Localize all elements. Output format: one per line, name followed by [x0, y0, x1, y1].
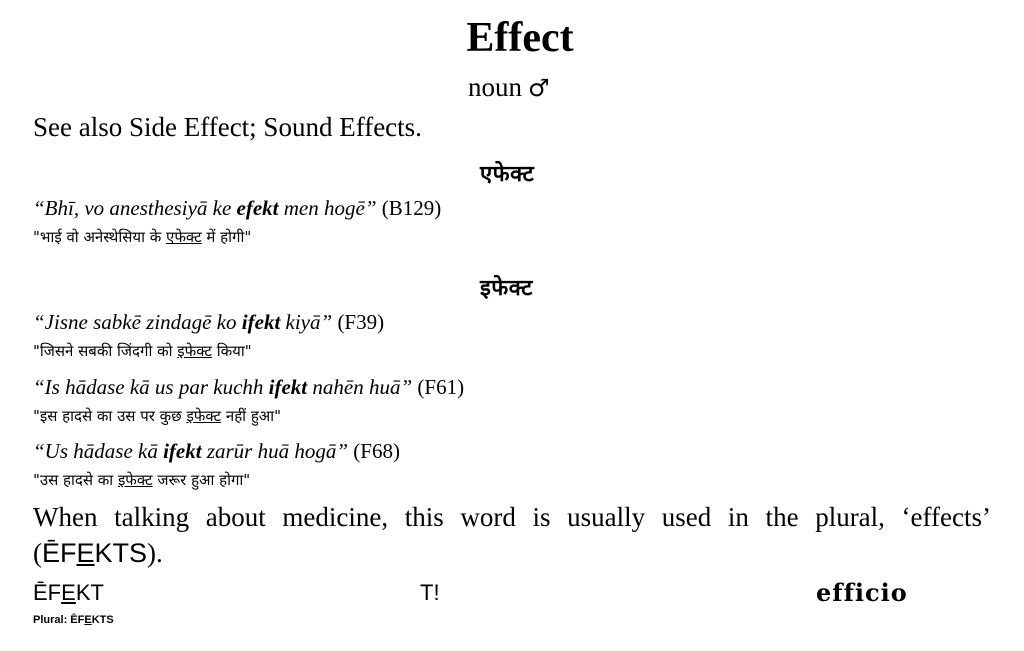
- quote-keyword: efekt: [236, 196, 279, 220]
- devanagari-text: "इस हादसे का उस पर कुछ: [33, 407, 187, 425]
- alt-form: T!: [420, 580, 440, 605]
- phonetic-stress: E: [76, 538, 95, 568]
- headword: Effect: [466, 15, 574, 61]
- example-quote-1: [33, 196, 441, 221]
- devanagari-keyword: इफेक्ट: [117, 471, 153, 489]
- quote-text: “Bhī, vo anesthesiyā ke: [33, 196, 237, 220]
- example-devanagari-4: [33, 470, 250, 490]
- usage-note-phonetic: [42, 538, 147, 568]
- phonetic-part: KTS: [91, 614, 114, 626]
- devanagari-text: "भाई वो अनेस्थेसिया के: [33, 228, 167, 246]
- devanagari-keyword: इफेक्ट: [177, 342, 212, 360]
- example-quote-2: [33, 310, 384, 335]
- quote-reference: (F61): [412, 375, 465, 399]
- usage-note-text: When talking about medicine, this word is usually used in the plural, ‘effects’ (: [33, 502, 991, 568]
- devanagari-text: किया": [211, 342, 252, 360]
- example-devanagari-1: [33, 227, 251, 247]
- devanagari-text: नहीं हुआ": [221, 407, 282, 425]
- quote-text: nahēn huā”: [307, 375, 413, 399]
- quote-keyword: ifekt: [241, 310, 281, 334]
- quote-text: zarūr huā hogā”: [201, 439, 349, 463]
- phonetic-part: ĒF: [33, 580, 62, 605]
- quote-reference: (F39): [332, 310, 385, 334]
- quote-reference: (B129): [376, 196, 442, 220]
- phonetic-form: [33, 580, 104, 606]
- devanagari-keyword: एफेक्ट: [166, 228, 202, 246]
- usage-note-close: ).: [147, 538, 163, 568]
- phonetic-part: KT: [75, 580, 104, 605]
- devanagari-keyword: इफेक्ट: [186, 407, 222, 425]
- quote-text: “Is hādase kā us par kuchh: [33, 375, 269, 399]
- quote-keyword: ifekt: [163, 439, 202, 463]
- part-of-speech: [468, 72, 550, 103]
- latin-form: efficio: [816, 578, 908, 607]
- see-also-line: See also Side Effect; Sound Effects.: [33, 112, 422, 142]
- example-devanagari-2: [33, 341, 252, 361]
- example-quote-4: [33, 439, 400, 464]
- devanagari-text: "उस हादसे का: [33, 471, 118, 489]
- devanagari-heading-ifekt: इफेक्ट: [480, 276, 533, 301]
- phonetic-part: ĒF: [70, 614, 85, 626]
- phonetic-part: ĒF: [42, 538, 77, 568]
- quote-text: “Us hādase kā: [33, 439, 164, 463]
- quote-keyword: ifekt: [268, 375, 308, 399]
- example-devanagari-3: [33, 406, 281, 426]
- masculine-symbol-icon: ♂: [528, 74, 550, 102]
- phonetic-stress: E: [84, 614, 92, 626]
- devanagari-text: जरूर हुआ होगा": [152, 471, 251, 489]
- part-of-speech-label: noun: [468, 72, 522, 102]
- quote-text: kiyā”: [280, 310, 333, 334]
- quote-text: “Jisne sabkē zindagē ko: [33, 310, 242, 334]
- devanagari-text: में होगी": [201, 228, 252, 246]
- plural-label: Plural:: [33, 614, 71, 626]
- plural-form: [33, 614, 114, 626]
- quote-text: men hogē”: [278, 196, 377, 220]
- example-quote-3: [33, 375, 464, 400]
- usage-note: [33, 499, 991, 571]
- phonetic-part: KTS: [94, 538, 148, 568]
- devanagari-text: "जिसने सबकी जिंदगी को: [33, 342, 178, 360]
- phonetic-stress: E: [61, 580, 76, 605]
- quote-reference: (F68): [348, 439, 400, 463]
- devanagari-heading-efekt: एफेक्ट: [480, 162, 535, 187]
